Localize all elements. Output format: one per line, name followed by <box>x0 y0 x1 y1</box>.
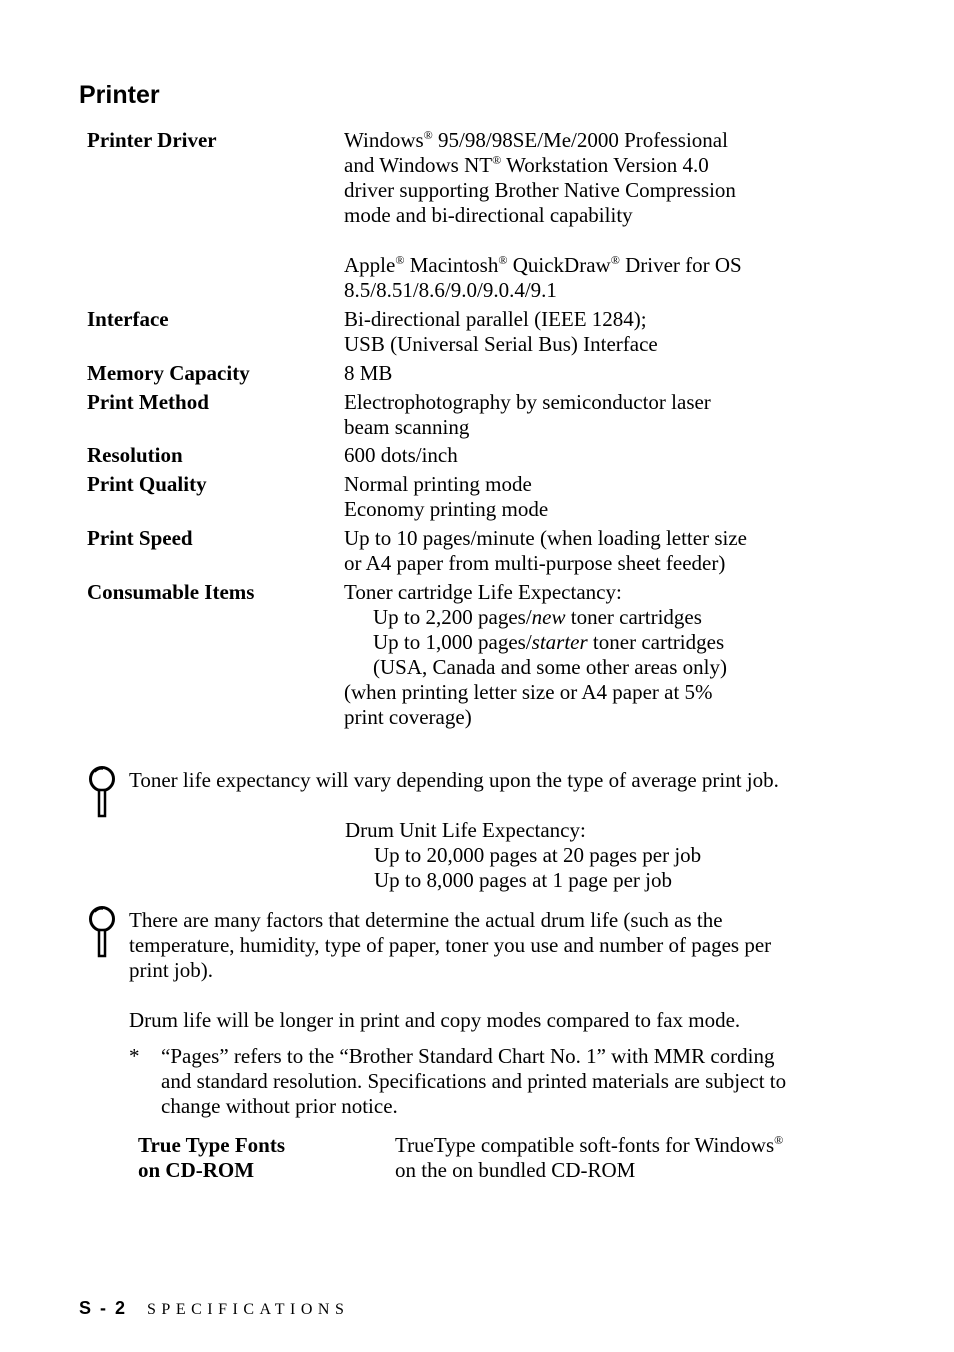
note-drum-line-3: print job). <box>129 958 213 982</box>
label-interface: Interface <box>87 307 169 331</box>
page-number: S - 2 <box>79 1298 128 1318</box>
driver-line-6: 8.5/8.51/8.6/9.0/9.0.4/9.1 <box>344 278 557 302</box>
footnote-line-1: “Pages” refers to the “Brother Standard Chart No. 1” with MMR cording <box>161 1044 775 1068</box>
method-line-1: Electrophotography by semiconductor laser <box>344 390 711 414</box>
drum-line-2: Up to 20,000 pages at 20 pages per job <box>374 843 702 867</box>
label-print-speed: Print Speed <box>87 526 193 550</box>
consumable-line-5: (when printing letter size or A4 paper at 5% <box>344 680 713 704</box>
note-drum-line-4: Drum life will be longer in print and copy modes compared to fax mode. <box>129 1008 741 1032</box>
section-name: SPECIFICATIONS <box>147 1301 350 1318</box>
consumable-line-1: Toner cartridge Life Expectancy: <box>344 580 622 604</box>
label-print-method: Print Method <box>87 390 209 414</box>
footnote-line-2: and standard resolution. Specifications and printed materials are subject to <box>161 1069 787 1093</box>
page-footer <box>79 1298 349 1319</box>
label-true-type-fonts: True Type Fonts <box>138 1133 286 1157</box>
interface-line-1: Bi-directional parallel (IEEE 1284); <box>344 307 647 331</box>
quality-line-1: Normal printing mode <box>344 472 532 496</box>
label-printer-driver: Printer Driver <box>87 128 217 152</box>
lightbulb-note-icon <box>87 766 117 818</box>
lightbulb-note-icon <box>87 906 117 958</box>
label-memory-capacity: Memory Capacity <box>87 361 250 385</box>
driver-line-3: driver supporting Brother Native Compression <box>344 178 736 202</box>
footnote-asterisk: * <box>129 1044 140 1068</box>
memory-value: 8 MB <box>344 361 393 385</box>
consumable-line-2: Up to 2,200 pages/new toner cartridges <box>373 605 702 629</box>
resolution-value: 600 dots/inch <box>344 443 458 467</box>
driver-line-5: Apple® Macintosh® QuickDraw® Driver for OS <box>344 253 742 277</box>
consumable-line-4: (USA, Canada and some other areas only) <box>373 655 727 679</box>
label-consumable-items: Consumable Items <box>87 580 255 604</box>
label-resolution: Resolution <box>87 443 183 467</box>
speed-line-2: or A4 paper from multi-purpose sheet feeder) <box>344 551 726 575</box>
label-print-quality: Print Quality <box>87 472 207 496</box>
quality-line-2: Economy printing mode <box>344 497 549 521</box>
consumable-line-6: print coverage) <box>344 705 472 729</box>
note-drum-line-1: There are many factors that determine the actual drum life (such as the <box>129 908 723 932</box>
note-drum-line-2: temperature, humidity, type of paper, toner you use and number of pages per <box>129 933 772 957</box>
consumable-line-3: Up to 1,000 pages/starter toner cartridges <box>373 630 725 654</box>
driver-line-2: and Windows NT® Workstation Version 4.0 <box>344 153 709 177</box>
fonts-line-2: on the on bundled CD-ROM <box>395 1158 636 1182</box>
interface-line-2: USB (Universal Serial Bus) Interface <box>344 332 658 356</box>
drum-line-1: Drum Unit Life Expectancy: <box>345 818 586 842</box>
section-heading: Printer <box>79 81 160 109</box>
driver-line-1: Windows® 95/98/98SE/Me/2000 Professional <box>344 128 728 152</box>
note-toner-life: Toner life expectancy will vary depending upon the type of average print job. <box>129 768 779 792</box>
speed-line-1: Up to 10 pages/minute (when loading letter size <box>344 526 747 550</box>
driver-line-4: mode and bi-directional capability <box>344 203 633 227</box>
footnote-line-3: change without prior notice. <box>161 1094 398 1118</box>
fonts-line-1: TrueType compatible soft-fonts for Windows® <box>395 1133 784 1157</box>
drum-line-3: Up to 8,000 pages at 1 page per job <box>374 868 673 892</box>
label-on-cd-rom: on CD-ROM <box>138 1158 255 1182</box>
method-line-2: beam scanning <box>344 415 470 439</box>
